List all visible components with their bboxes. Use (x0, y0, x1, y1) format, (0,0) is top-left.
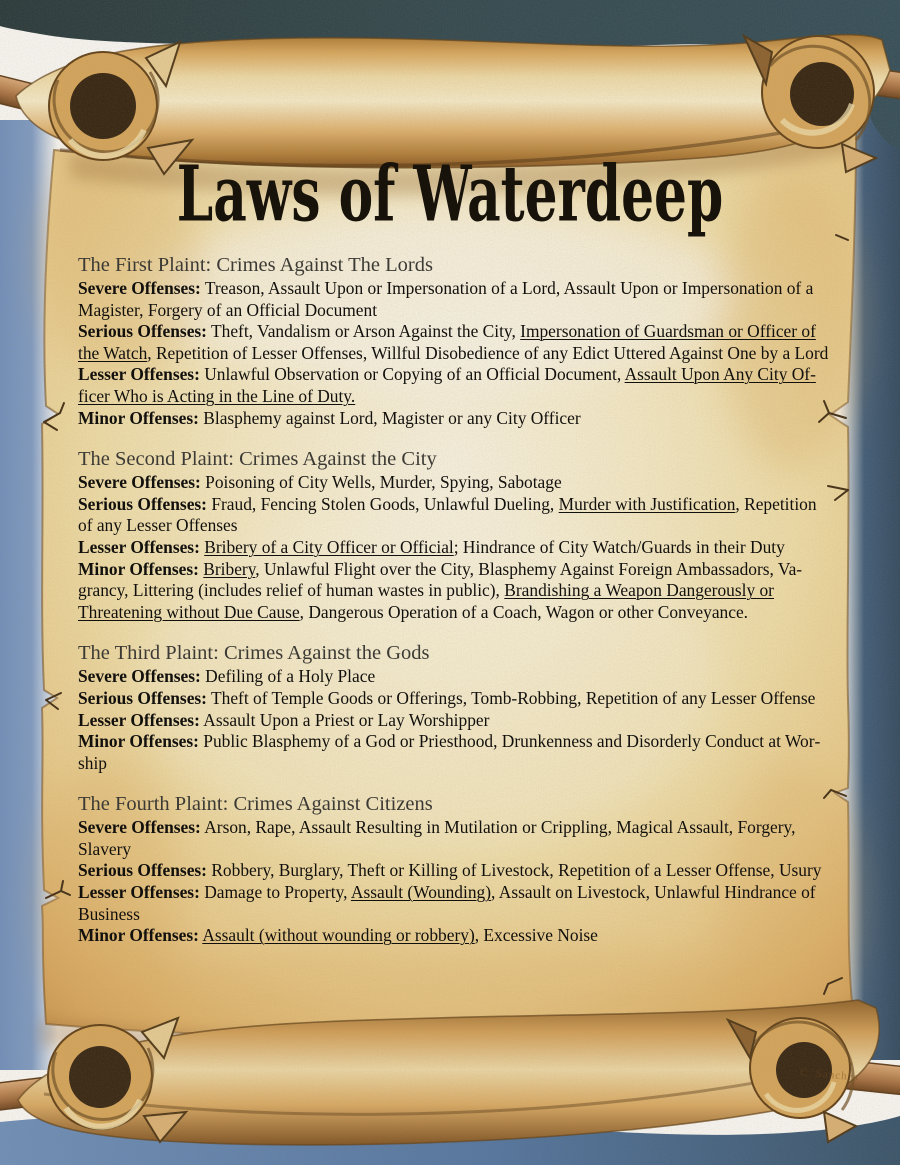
law-sections (78, 252, 830, 947)
offense-line-minor: Minor Offenses: Blasphemy against Lord, Magister or any City Officer (78, 407, 581, 428)
offense-line-serious: Serious Offenses: Theft, Vandalism or Arson Against the City, Impersonation of Guardsman or Officer of the Watch, Repetition of Lesser Offenses, Willful Disobedience of any Edict Uttered Against One by a Lord (78, 321, 829, 363)
offense-line-minor: Minor Offenses: Assault (without wounding or robbery), Excessive Noise (78, 925, 598, 946)
offense-line-minor: Minor Offenses: Public Blasphemy of a God or Priesthood, Drunkenness and Disorderly Conduct at Worship (78, 731, 821, 773)
section-third-plaint (78, 640, 830, 774)
offense-line-lesser: Lesser Offenses: Damage to Property, Assault (Wounding), Assault on Livestock, Unlawful Hindrance of Business (78, 882, 816, 924)
offense-line-lesser: Lesser Offenses: Bribery of a City Officer or Official; Hindrance of City Watch/Guards in their Duty (78, 536, 785, 557)
section-heading: The Fourth Plaint: Crimes Against Citizens (78, 793, 433, 816)
section-heading: The Second Plaint: Crimes Against the City (78, 448, 437, 471)
section-heading: The Third Plaint: Crimes Against the Gods (78, 642, 430, 665)
offense-line-severe: Severe Offenses: Arson, Rape, Assault Resulting in Mutilation or Crippling, Magical Assault, Forgery, Slavery (78, 817, 796, 859)
section-first-plaint (78, 252, 830, 429)
offense-line-severe: Severe Offenses: Treason, Assault Upon or Impersonation of a Lord, Assault Upon or Impersonation of a Magister, Forgery of an Official Document (78, 278, 814, 320)
offense-line-serious: Serious Offenses: Theft of Temple Goods or Offerings, Tomb-Robbing, Repetition of any Lesser Offense (78, 687, 816, 708)
offense-line-severe: Severe Offenses: Poisoning of City Wells, Murder, Spying, Sabotage (78, 472, 562, 493)
offense-line-minor: Minor Offenses: Bribery, Unlawful Flight over the City, Blasphemy Against Foreign Ambassadors, Vagrancy, Littering (includes relief of human wastes in public), Brandishing a Weapon Dangerously or Threatening without Due Cause, Dangerous Operation of a Coach, Wagon or other Conveyance. (78, 558, 803, 622)
offense-line-serious: Serious Offenses: Robbery, Burglary, Theft or Killing of Livestock, Repetition of a Lesser Offense, Usury (78, 860, 822, 881)
offense-line-serious: Serious Offenses: Fraud, Fencing Stolen Goods, Unlawful Dueling, Murder with Justification, Repetition of any Lesser Offenses (78, 493, 817, 536)
offense-line-severe: Severe Offenses: Defiling of a Holy Place (78, 666, 376, 687)
section-second-plaint (78, 446, 830, 623)
artist-signature: C. Sanches (799, 1066, 860, 1084)
section-fourth-plaint (78, 791, 830, 947)
offense-line-lesser: Lesser Offenses: Unlawful Observation or Copying of an Official Document, Assault Upon Any City Officer Who is Acting in the Line of Duty. (78, 364, 816, 406)
section-heading: The First Plaint: Crimes Against The Lords (78, 254, 433, 276)
offense-line-lesser: Lesser Offenses: Assault Upon a Priest or Lay Worshipper (78, 709, 490, 730)
document-title: Laws of Waterdeep (176, 150, 724, 240)
